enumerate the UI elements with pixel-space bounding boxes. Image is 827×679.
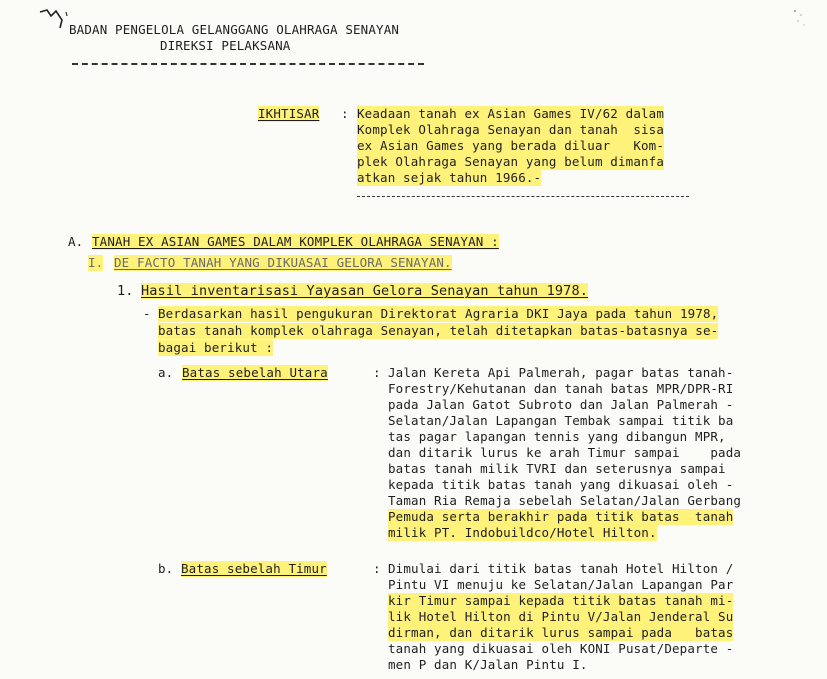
section-a-prefix: A.: [68, 234, 84, 249]
section-i-prefix: I.: [88, 255, 104, 270]
ikhtisar-line: Komplek Olahraga Senayan dan tanah sisa: [357, 122, 665, 137]
letterhead-rule: [72, 63, 424, 65]
item-a-line: batas tanah milik TVRI dan seterusnya sampai: [388, 461, 726, 476]
item-b-line: men P dan K/Jalan Pintu I.: [388, 657, 588, 672]
item-a-colon: :: [373, 365, 381, 380]
ikhtisar-line: plek Olahraga Senayan yang belum dimanfa: [357, 154, 665, 169]
item-a-line: kepada titik batas tanah yang dikuasai oleh -: [388, 477, 734, 492]
item-b-line: Pintu VI menuju ke Selatan/Jalan Lapangan Par: [388, 577, 734, 592]
item-b-line: Dimulai dari titik batas tanah Hotel Hilton /: [388, 561, 734, 576]
item-b-line: lik Hotel Hilton di Pintu V/Jalan Jenderal Su: [388, 609, 734, 624]
ikhtisar-line: ex Asian Games yang berada diluar Kom-: [357, 138, 665, 153]
item-a-line: Jalan Kereta Api Palmerah, pagar batas tanah-: [388, 365, 734, 380]
intro-line: Berdasarkan hasil pengukuran Direktorat Agraria DKI Jaya pada tahun 1978,: [158, 306, 719, 321]
ikhtisar-line: Keadaan tanah ex Asian Games IV/62 dalam: [357, 106, 665, 121]
intro-line: bagai berikut :: [158, 340, 274, 355]
item-a-line: milik PT. Indobuildco/Hotel Hilton.: [388, 525, 657, 540]
subsection-1-number: 1.: [117, 283, 134, 299]
item-b-marker: b.: [158, 561, 174, 576]
intro-dash: -: [143, 306, 151, 321]
intro-line: batas tanah komplek olahraga Senayan, telah ditetapkan batas-batasnya se-: [158, 323, 719, 338]
section-i-title: DE FACTO TANAH YANG DIKUASAI GELORA SENAYAN.: [114, 255, 452, 270]
item-a-line: dan ditarik lurus ke arah Timur sampai pada: [388, 445, 742, 460]
letterhead-agency: BADAN PENGELOLA GELANGGANG OLAHRAGA SENAYAN: [69, 22, 400, 37]
ikhtisar-label: IKHTISAR: [258, 106, 320, 121]
section-a-title: TANAH EX ASIAN GAMES DALAM KOMPLEK OLAHRAGA SENAYAN :: [92, 234, 499, 249]
item-a-line: Pemuda serta berakhir pada titik batas tanah: [388, 509, 734, 524]
item-a-line: pada Jalan Gatot Subroto dan Jalan Palmerah -: [388, 397, 734, 412]
letterhead-department: DIREKSI PELAKSANA: [160, 38, 291, 53]
ikhtisar-colon: :: [341, 106, 349, 121]
item-a-line: Selatan/Jalan Lapangan Tembak sampai titik ba: [388, 413, 734, 428]
item-a-label: Batas sebelah Utara: [182, 365, 328, 380]
scan-speck-icon: [789, 6, 809, 30]
item-a-marker: a.: [158, 365, 174, 380]
item-a-line: Taman Ria Remaja sebelah Selatan/Jalan Gerbang: [388, 493, 742, 508]
item-a-line: tas pagar lapangan tennis yang dibangun MPR,: [388, 429, 726, 444]
item-b-colon: :: [373, 561, 381, 576]
item-b-label: Batas sebelah Timur: [181, 561, 327, 576]
item-b-line: tanah yang dikuasai oleh KONI Pusat/Departe -: [388, 641, 734, 656]
ikhtisar-line: atkan sejak tahun 1966.-: [357, 170, 542, 185]
item-b-line: dirman, dan ditarik lurus sampai pada batas: [388, 625, 734, 640]
subsection-1-title: Hasil inventarisasi Yayasan Gelora Senayan tahun 1978.: [141, 283, 588, 299]
ikhtisar-rule: [357, 196, 689, 197]
item-b-line: kir Timur sampai kepada titik batas tanah mi-: [388, 593, 734, 608]
item-a-line: Forestry/Kehutanan dan tanah batas MPR/DPR-RI: [388, 381, 734, 396]
